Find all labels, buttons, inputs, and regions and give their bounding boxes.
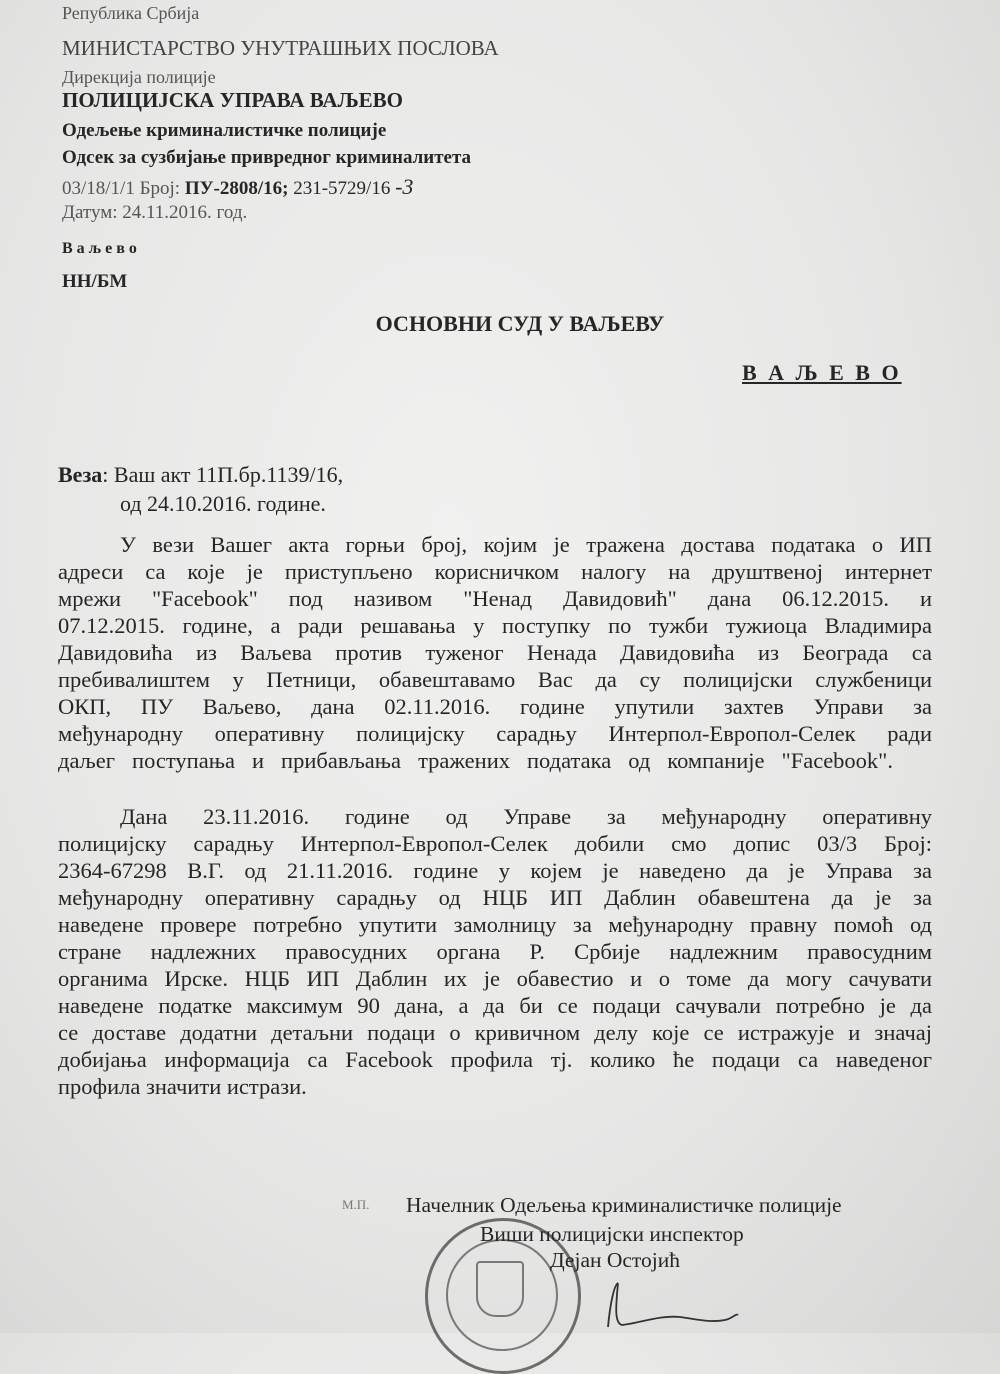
text-line: полицијску сарадњу Интерпол-Европол-Селек добили смо допис 03/3 Број: bbox=[58, 831, 932, 856]
ministry: МИНИСТАРСТВО УНУТРАШЊИХ ПОСЛОВА bbox=[62, 36, 499, 60]
signer-title: Начелник Одељења криминалистичке полиције bbox=[406, 1193, 842, 1217]
text-line: се доставе додатни детаљни подаци о кривичном делу које се истражује и значај bbox=[58, 1020, 932, 1045]
text-line: даљег поступања и прибављања тражених података од компаније "Facebook". bbox=[58, 748, 893, 773]
text-line: међународну оперативну полицијску сарадњу Интерпол-Европол-Селек ради bbox=[58, 721, 932, 746]
directorate: Дирекција полиције bbox=[62, 67, 216, 87]
handwritten-number: -3 bbox=[395, 174, 414, 199]
court-name: ОСНОВНИ СУД У ВАЉЕВУ bbox=[375, 311, 665, 336]
text-line: 2364-67298 В.Г. од 21.11.2016. године у којем је наведено да је Управа за bbox=[58, 858, 932, 883]
text-line: стране надлежних правосудних органа Р. Србије надлежним правосудним bbox=[58, 939, 932, 964]
administration: ПОЛИЦИЈСКА УПРАВА ВАЉЕВО bbox=[62, 88, 403, 112]
initials: НН/БМ bbox=[62, 271, 128, 292]
text-line: наведене провере потребно упутити замолницу за међународну правну помоћ од bbox=[58, 912, 932, 937]
text-line: органима Ирске. НЦБ ИП Даблин их је обавестио и о томе да могу сачувати bbox=[58, 966, 932, 991]
republic: Република Србија bbox=[62, 3, 200, 23]
text-line: профила значити истрази. bbox=[58, 1074, 307, 1099]
coat-of-arms-icon bbox=[476, 1261, 524, 1317]
section: Одсек за сузбијање привредног криминалитета bbox=[62, 147, 472, 168]
date: Датум: 24.11.2016. год. bbox=[62, 202, 248, 223]
reference-label: Веза bbox=[58, 462, 103, 487]
number-bold: ПУ-2808/16; bbox=[184, 178, 289, 199]
text-line: Дана 23.11.2016. године од Управе за међународну оперативну bbox=[120, 804, 932, 829]
text-line: наведене податке максимум 90 дана, а да би се подаци сачували потребно је да bbox=[58, 993, 932, 1018]
number-prefix: 03/18/1/1 Број: bbox=[62, 178, 185, 199]
signer-rank: Виши полицијски инспектор bbox=[480, 1222, 744, 1246]
department: Одељење криминалистичке полиције bbox=[62, 120, 387, 141]
court-city: В А Љ Е В О bbox=[742, 360, 902, 385]
text-line: ОКП, ПУ Ваљево, дана 02.11.2016. године упутили захтев Управи за bbox=[58, 694, 932, 719]
text-line: адреси са које је приступљено корисничком налогу на друштвеној интернет bbox=[58, 559, 932, 584]
signer-name: Дејан Остојић bbox=[550, 1248, 681, 1272]
number-rest: 231-5729/16 bbox=[288, 178, 396, 199]
reference-line1: : Ваш акт 11П.бр.1139/16, bbox=[102, 462, 344, 487]
reference-line2: од 24.10.2016. године. bbox=[120, 491, 326, 516]
text-line: међународну оперативну сарадњу од НЦБ ИП Даблин обавештена да је за bbox=[58, 885, 932, 910]
text-line: У вези Вашег акта горњи број, којим је тражена достава података о ИП bbox=[120, 532, 932, 557]
reference bbox=[58, 464, 343, 486]
city: В а љ е в о bbox=[62, 240, 137, 257]
handwritten-signature bbox=[600, 1275, 820, 1335]
text-line: мрежи "Facebook" под називом "Ненад Давидовић" дана 06.12.2015. и bbox=[58, 586, 932, 611]
text-line: пребивалиштем у Петници, обавештавамо Вас да су полицијски службеници bbox=[58, 667, 932, 692]
text-line: Давидовића из Ваљева против туженог Ненада Давидовића из Београда са bbox=[58, 640, 932, 665]
text-line: 07.12.2015. године, а ради решавања у поступку по тужби тужиоца Владимира bbox=[58, 613, 932, 638]
reference-number bbox=[62, 176, 413, 198]
stamp-marker: М.П. bbox=[342, 1197, 370, 1212]
text-line: добијања информација са Facebook профила тј. колико ће подаци са наведеног bbox=[58, 1047, 932, 1072]
